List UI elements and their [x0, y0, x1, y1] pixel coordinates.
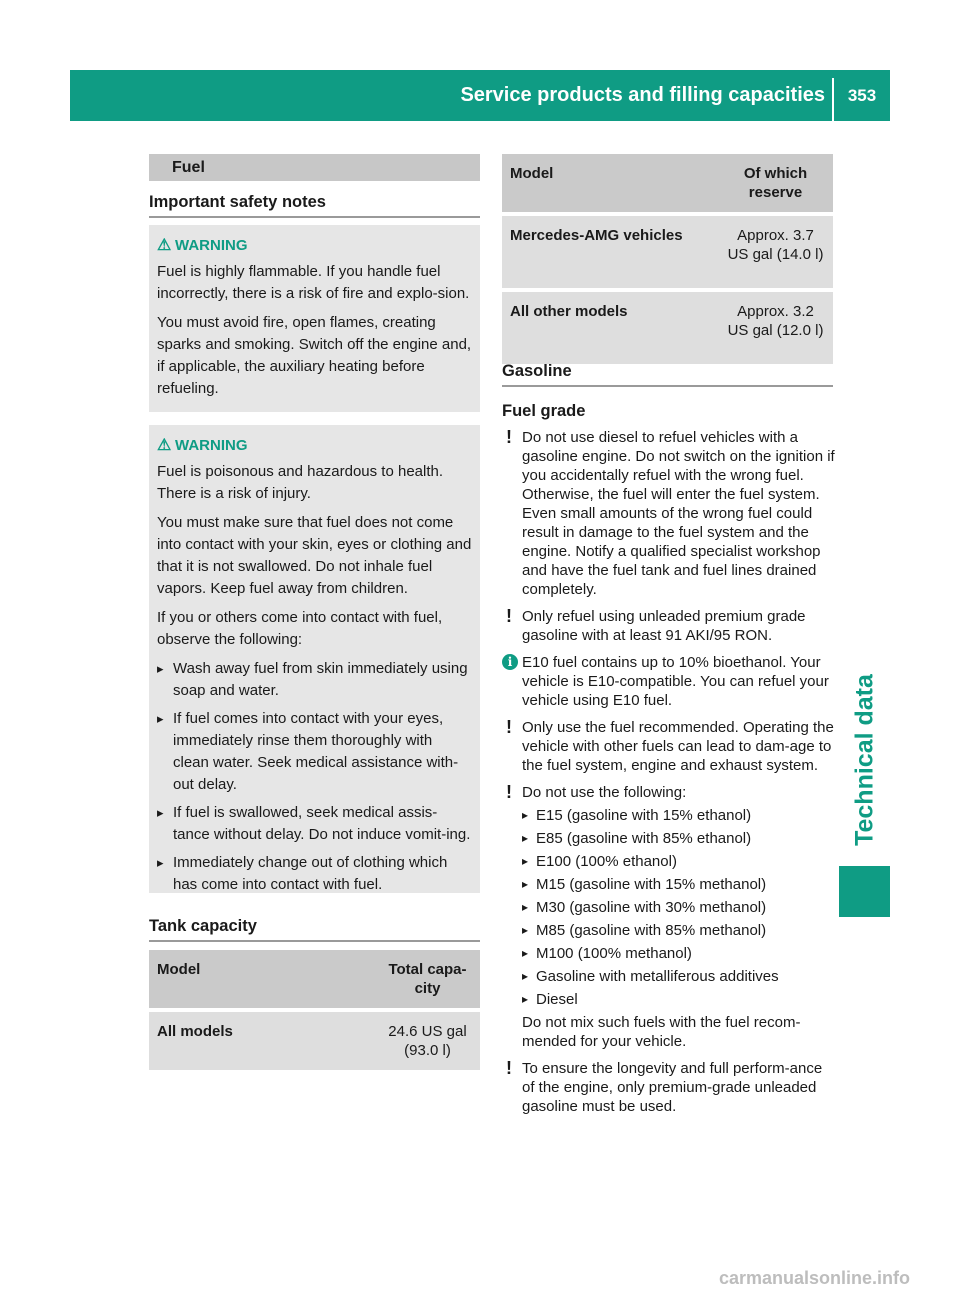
warning-header: ⚠ WARNING	[157, 235, 472, 257]
reserve-table	[502, 154, 833, 364]
divider	[149, 216, 480, 218]
divider	[502, 385, 833, 387]
table-header-reserve: Of which reserve	[718, 154, 833, 214]
warning-text: You must make sure that fuel does not come into contact with your skin, eyes or clothing and that it is not swallowed. Do not inhale fuel vapors. Keep fuel away from children.	[157, 514, 472, 597]
table-header-model: Model	[149, 950, 375, 1010]
warning-text: If you or others come into contact with fuel, observe the following:	[157, 609, 443, 648]
table-cell-value: 24.6 US gal (93.0 l)	[375, 1010, 480, 1070]
list-item: ▸ Immediately change out of clothing which has come into contact with fuel.	[157, 852, 472, 896]
table-row	[502, 290, 833, 364]
table-cell-model: Mercedes-AMG vehicles	[502, 214, 718, 290]
list-item: ▸ If fuel comes into contact with your eyes, immediately rinse them thoroughly with clean water. Seek medical assistance with-out delay.	[157, 708, 472, 796]
table-header-model: Model	[502, 154, 718, 214]
warning-list	[157, 658, 472, 896]
warning-triangle-icon: ⚠	[157, 237, 172, 254]
list-item: ▸ E15 (gasoline with 15% ethanol)	[522, 806, 835, 825]
warning-box-fire	[149, 225, 480, 412]
warning-text: You must avoid fire, open flames, creating sparks and smoking. Switch off the engine and, if applicable, the auxiliary heating before refueling.	[157, 314, 472, 397]
warning-header: ⚠ WARNING	[157, 435, 472, 457]
header-divider	[832, 78, 834, 121]
warning-box-poison	[149, 425, 480, 893]
list-item: ▸ M85 (gasoline with 85% methanol)	[522, 921, 835, 940]
page-number: 353	[847, 86, 877, 105]
warning-text: Fuel is poisonous and hazardous to health. There is a risk of injury.	[157, 463, 444, 502]
list-item: ▸ Diesel	[522, 990, 835, 1009]
exclamation-icon: !	[506, 1058, 512, 1078]
caution-note: ! To ensure the longevity and full perform-ance of the engine, only premium-grade unleaded gasoline must be used.	[502, 1059, 835, 1116]
watermark: carmanualsonline.info	[718, 1268, 910, 1288]
list-item: ▸ M30 (gasoline with 30% methanol)	[522, 898, 835, 917]
list-item: ▸ M15 (gasoline with 15% methanol)	[522, 875, 835, 894]
table-cell-value: Approx. 3.2 US gal (12.0 l)	[718, 290, 833, 364]
caution-note: ! Do not use diesel to refuel vehicles with a gasoline engine. Do not switch on the ignition if you accidentally refuel with the wrong fuel. Otherwise, the fuel will enter the fuel system. Even small amounts of the wrong fuel could result in damage to the fuel system and the engine. Notify a qualified specialist workshop and have the fuel tank and fuel lines drained completely.	[502, 428, 835, 599]
table-cell-model: All other models	[502, 290, 718, 364]
mix-note: Do not mix such fuels with the fuel recom-mended for your vehicle.	[522, 1014, 801, 1050]
gasoline-heading: Gasoline	[502, 362, 572, 380]
page-header	[70, 70, 890, 121]
header-title: Service products and filling capacities	[460, 84, 825, 106]
exclamation-icon: !	[506, 717, 512, 737]
fuel-grade-heading: Fuel grade	[502, 402, 586, 420]
exclamation-icon: !	[506, 606, 512, 626]
side-tab-marker	[839, 866, 890, 917]
tank-capacity-table	[149, 950, 480, 1070]
warning-triangle-icon: ⚠	[157, 437, 172, 454]
table-row	[149, 1010, 480, 1070]
prohibited-fuels-list	[522, 806, 835, 1009]
caution-note: ! Do not use the following: ▸ E15 (gasoline with 15% ethanol) ▸ E85 (gasoline with 85% ethanol) ▸ E100 (100% ethanol) ▸ M15 (gasoline with 15% methanol) ▸ M30 (gasoline with 30% methanol) ▸ M85 (gasoline with 85% methanol) ▸ M100 (100% methanol) ▸ Gasoline with metalliferous additives ▸ Diesel Do not mix such fuels with the fuel recom-mended for your vehicle.	[502, 783, 835, 1051]
divider	[149, 940, 480, 942]
list-item: ▸ If fuel is swallowed, seek medical assis-tance without delay. Do not induce vomit-ing.	[157, 802, 472, 846]
table-header-row	[149, 950, 480, 1010]
table-row	[502, 214, 833, 290]
caution-note: ! Only refuel using unleaded premium grade gasoline with at least 91 AKI/95 RON.	[502, 607, 835, 645]
info-icon: i	[502, 654, 518, 670]
list-item: ▸ Wash away fuel from skin immediately using soap and water.	[157, 658, 472, 702]
exclamation-icon: !	[506, 427, 512, 447]
section-title-bar	[149, 154, 480, 181]
table-header-row	[502, 154, 833, 214]
tank-capacity-heading: Tank capacity	[149, 917, 257, 935]
exclamation-icon: !	[506, 782, 512, 802]
list-item: ▸ E85 (gasoline with 85% ethanol)	[522, 829, 835, 848]
list-item: ▸ M100 (100% methanol)	[522, 944, 835, 963]
info-note: i E10 fuel contains up to 10% bioethanol. Your vehicle is E10-compatible. You can refuel your vehicle using E10 fuel.	[502, 653, 835, 710]
table-cell-model: All models	[149, 1010, 375, 1070]
fuel-grade-notes	[502, 428, 835, 1124]
section-title: Fuel	[172, 159, 205, 176]
list-item: ▸ Gasoline with metalliferous additives	[522, 967, 835, 986]
side-tab-label: Technical data	[850, 674, 879, 846]
table-header-total: Total capa-city	[375, 950, 480, 1010]
list-item: ▸ E100 (100% ethanol)	[522, 852, 835, 871]
caution-note: ! Only use the fuel recommended. Operating the vehicle with other fuels can lead to dam-age to the fuel system, engine and exhaust system.	[502, 718, 835, 775]
safety-heading: Important safety notes	[149, 193, 326, 211]
table-cell-value: Approx. 3.7 US gal (14.0 l)	[718, 214, 833, 290]
warning-text: Fuel is highly flammable. If you handle fuel incorrectly, there is a risk of fire and explo-sion.	[157, 263, 470, 302]
